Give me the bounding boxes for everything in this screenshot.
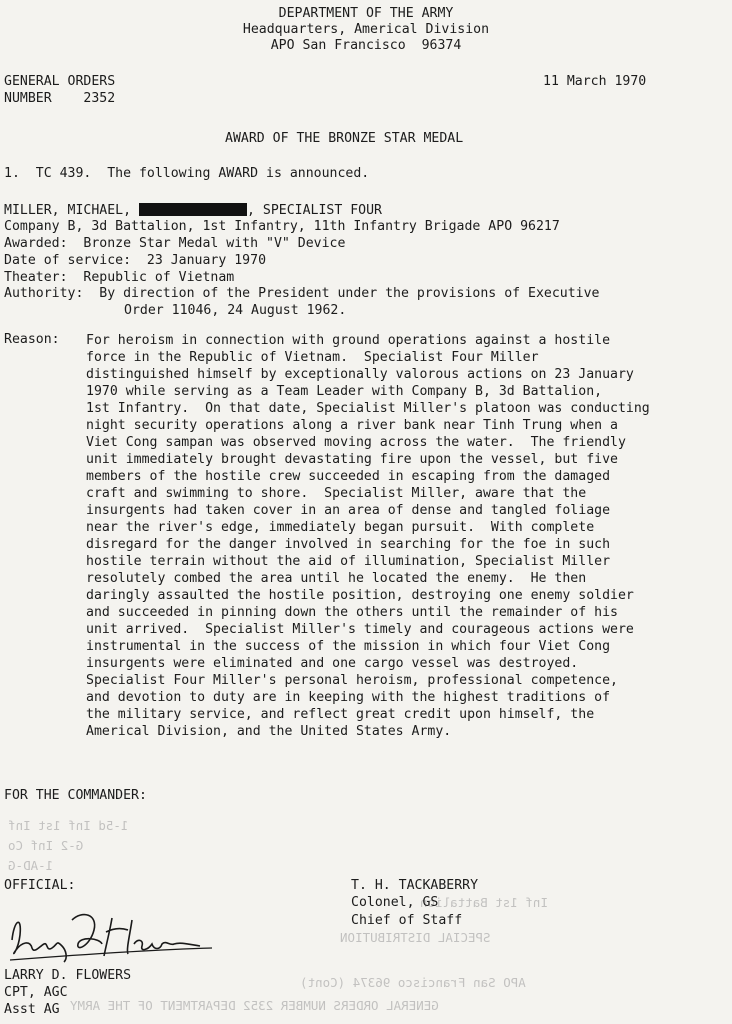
signatory-name: T. H. TACKABERRY <box>351 878 479 893</box>
handwritten-signature <box>2 900 222 970</box>
theater-line: Theater: Republic of Vietnam <box>4 270 235 285</box>
recipient-line <box>4 203 382 219</box>
official-label: OFFICIAL: <box>4 878 76 893</box>
general-orders-label: GENERAL ORDERS <box>4 74 116 89</box>
reason-line: and devotion to duty are in keeping with the highest traditions of <box>86 690 611 705</box>
recipient-name: MILLER, MICHAEL, <box>4 203 132 218</box>
official-name: LARRY D. FLOWERS <box>4 968 132 983</box>
awarded-line: Awarded: Bronze Star Medal with "V" Device <box>4 236 346 251</box>
recipient-rank: , SPECIALIST FOUR <box>247 203 382 218</box>
bleed-through-text: GENERAL ORDERS NUMBER 2352 DEPARTMENT OF THE ARMY <box>70 998 439 1013</box>
orders-date: 11 March 1970 <box>543 74 647 89</box>
bleed-through-text: Inf 1st Battalion <box>420 895 548 910</box>
reason-body <box>86 332 732 740</box>
reason-line: insurgents had taken cover in an area of dense and tangled foliage <box>86 503 611 518</box>
official-rank: CPT, AGC <box>4 985 68 1000</box>
signatory-title: Chief of Staff <box>351 913 463 928</box>
reason-line: Viet Cong sampan was observed moving across the water. The friendly <box>86 435 626 450</box>
reason-line: night security operations along a river bank near Tinh Trung when a <box>86 418 618 433</box>
recipient-unit: Company B, 3d Battalion, 1st Infantry, 11th Infantry Brigade APO 96217 <box>4 219 560 234</box>
header-apo: APO San Francisco 96374 <box>270 38 462 53</box>
reason-line: 1970 while serving as a Team Leader with Company B, 3d Battalion, <box>86 384 603 399</box>
service-date-line: Date of service: 23 January 1970 <box>4 253 267 268</box>
reason-line: For heroism in connection with ground operations against a hostile <box>86 333 611 348</box>
reason-line: Americal Division, and the United States Army. <box>86 724 452 739</box>
reason-line: resolutely combed the area until he located the enemy. He then <box>86 571 587 586</box>
reason-line: unit arrived. Specialist Miller's timely and courageous actions were <box>86 622 634 637</box>
reason-line: and succeeded in pinning down the others until the remainder of his <box>86 605 618 620</box>
reason-line: hostile terrain without the aid of illumination, Specialist Miller <box>86 554 611 569</box>
bleed-through-text: 1-5d Inf 1st Inf <box>8 818 129 833</box>
header-department: DEPARTMENT OF THE ARMY <box>278 6 454 21</box>
reason-line: instrumental in the success of the mission in which four Viet Cong <box>86 639 611 654</box>
reason-line: insurgents were eliminated and one cargo vessel was destroyed. <box>86 656 579 671</box>
document-title: AWARD OF THE BRONZE STAR MEDAL <box>225 131 464 146</box>
reason-line: daringly assaulted the hostile position, destroying one enemy soldier <box>86 588 634 603</box>
for-the-commander: FOR THE COMMANDER: <box>4 788 147 803</box>
reason-line: craft and swimming to shore. Specialist Miller, aware that the <box>86 486 587 501</box>
bleed-through-text: SPECIAL DISTRIBUTION <box>340 930 491 945</box>
bleed-through-text: APO San Francisco 96374 (Cont) <box>300 975 526 990</box>
reason-line: members of the hostile crew succeeded in escaping from the damaged <box>86 469 611 484</box>
reason-line: the military service, and reflect great credit upon himself, the <box>86 707 595 722</box>
reason-line: 1st Infantry. On that date, Specialist Miller's platoon was conducting <box>86 401 650 416</box>
header-headquarters: Headquarters, Americal Division <box>242 22 490 37</box>
authority-line-2: Order 11046, 24 August 1962. <box>124 303 347 318</box>
redaction-bar <box>139 203 247 216</box>
paragraph-1: 1. TC 439. The following AWARD is announced. <box>4 166 370 181</box>
signatory-rank: Colonel, GS <box>351 895 439 910</box>
bleed-through-text: 1-AD-G <box>8 858 54 873</box>
reason-label: Reason: <box>4 332 60 347</box>
reason-line: disregard for the danger involved in searching for the foe in such <box>86 537 611 552</box>
reason-line: unit immediately brought devastating fire upon the vessel, but five <box>86 452 618 467</box>
bleed-through-text: G-2 Inf Co <box>8 838 84 853</box>
official-title: Asst AG <box>4 1002 60 1017</box>
reason-line: force in the Republic of Vietnam. Specialist Four Miller <box>86 350 539 365</box>
orders-number: NUMBER 2352 <box>4 91 116 106</box>
reason-line: Specialist Four Miller's personal heroism, professional competence, <box>86 673 618 688</box>
reason-line: distinguished himself by exceptionally valorous actions on 23 January <box>86 367 634 382</box>
reason-line: near the river's edge, immediately began pursuit. With complete <box>86 520 595 535</box>
authority-line-1: Authority: By direction of the President under the provisions of Executive <box>4 286 600 301</box>
